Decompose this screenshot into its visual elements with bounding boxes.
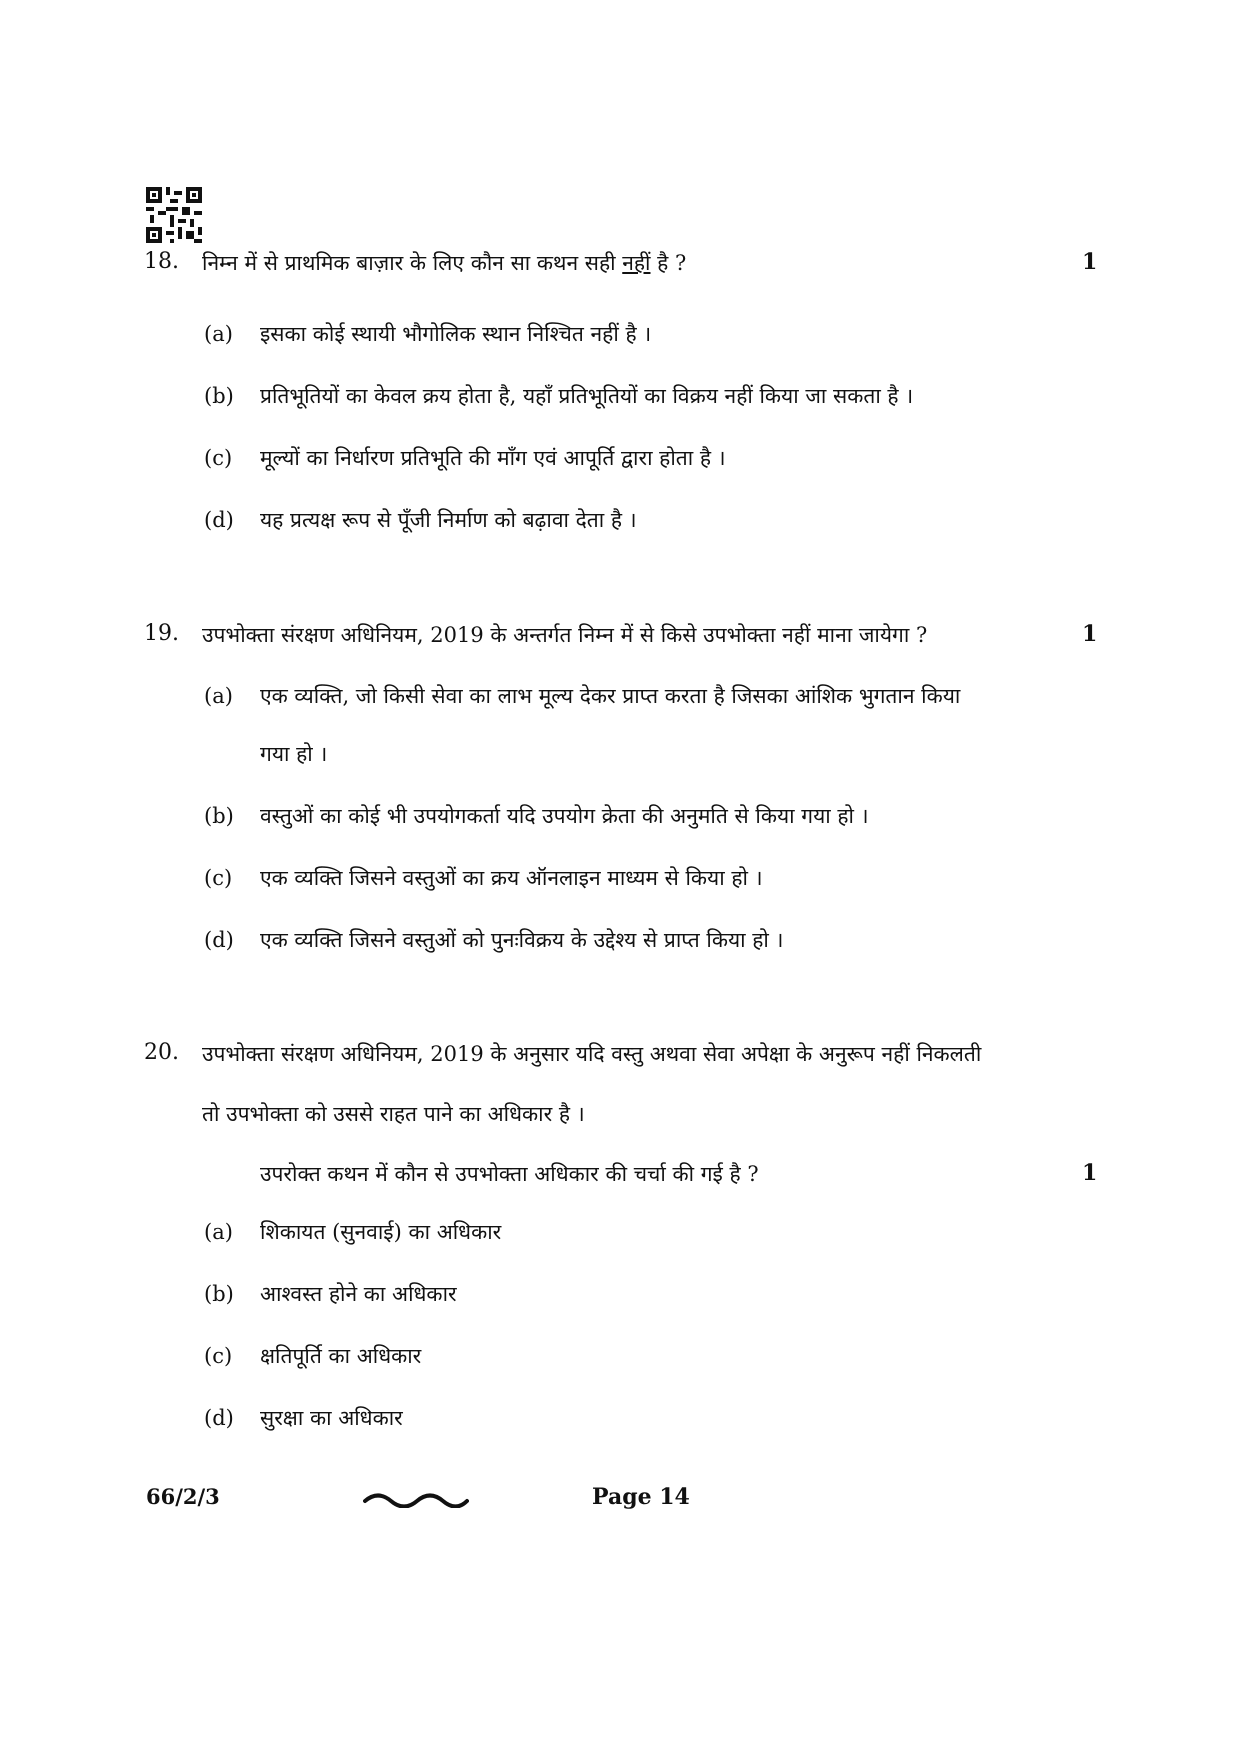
question-20-text-cont: तो उपभोक्ता को उससे राहत पाने का अधिकार है । [202,1102,585,1126]
q20-option-d-label: (d) [204,1406,234,1430]
q19-option-b-text: वस्तुओं का कोई भी उपयोगकर्ता यदि उपयोग क्रेता की अनुमति से किया गया हो । [260,804,869,828]
q18-option-c-text: मूल्यों का निर्धारण प्रतिभूति की माँग एवं आपूर्ति द्वारा होता है । [260,446,726,470]
q20-option-a-label: (a) [204,1220,233,1244]
q20-option-b-text: आश्वस्त होने का अधिकार [260,1282,457,1306]
q18-option-b-label: (b) [204,384,234,408]
question-18-text-after: है ? [650,251,687,275]
q20-option-c-label: (c) [204,1344,233,1368]
question-20-marks: 1 [1082,1160,1098,1186]
q19-option-d-text: एक व्यक्ति जिसने वस्तुओं को पुनःविक्रय के उद्देश्य से प्राप्त किया हो । [260,928,784,952]
question-18-marks: 1 [1082,249,1098,275]
q19-option-d-label: (d) [204,928,234,952]
q20-option-b-label: (b) [204,1282,234,1306]
q20-option-c-text: क्षतिपूर्ति का अधिकार [260,1344,422,1368]
question-20-subquestion: उपरोक्त कथन में कौन से उपभोक्ता अधिकार की चर्चा की गई है ? [260,1162,759,1186]
q18-option-d-text: यह प्रत्यक्ष रूप से पूँजी निर्माण को बढ़ावा देता है । [260,508,637,532]
q20-option-d-text: सुरक्षा का अधिकार [260,1406,403,1430]
q18-option-d-label: (d) [204,508,234,532]
q18-option-a-label: (a) [204,322,233,346]
q19-option-c-label: (c) [204,866,233,890]
wave-ornament [363,1490,469,1508]
question-18-text [202,234,686,292]
question-18-emphasis: नहीं [622,251,651,275]
page-number: Page 14 [592,1484,690,1510]
q18-option-b-text: प्रतिभूतियों का केवल क्रय होता है, यहाँ प्रतिभूतियों का विक्रय नहीं किया जा सकता है । [260,384,914,408]
q18-option-a-text: इसका कोई स्थायी भौगोलिक स्थान निश्चित नहीं है । [260,322,652,346]
qr-code [146,187,202,243]
q19-option-a-label: (a) [204,684,233,708]
question-19-number: 19. [144,621,179,646]
q18-option-c-label: (c) [204,446,233,470]
question-18-number: 18. [144,249,179,274]
question-19-marks: 1 [1082,621,1098,647]
q19-option-a-text: एक व्यक्ति, जो किसी सेवा का लाभ मूल्य देकर प्राप्त करता है जिसका आंशिक भुगतान किया [260,684,961,708]
question-19-text: उपभोक्ता संरक्षण अधिनियम, 2019 के अन्तर्गत निम्न में से किसे उपभोक्ता नहीं माना जायेगा ? [202,623,928,647]
q19-option-a-text-cont: गया हो । [260,742,328,766]
question-18-text-before: निम्न में से प्राथमिक बाज़ार के लिए कौन सा कथन सही [202,251,623,275]
paper-code: 66/2/3 [146,1484,220,1509]
q19-option-c-text: एक व्यक्ति जिसने वस्तुओं का क्रय ऑनलाइन माध्यम से किया हो । [260,866,763,890]
question-20-text: उपभोक्ता संरक्षण अधिनियम, 2019 के अनुसार यदि वस्तु अथवा सेवा अपेक्षा के अनुरूप नहीं निकलती [202,1042,982,1066]
question-20-number: 20. [144,1040,179,1065]
q19-option-b-label: (b) [204,804,234,828]
q20-option-a-text: शिकायत (सुनवाई) का अधिकार [260,1220,502,1244]
